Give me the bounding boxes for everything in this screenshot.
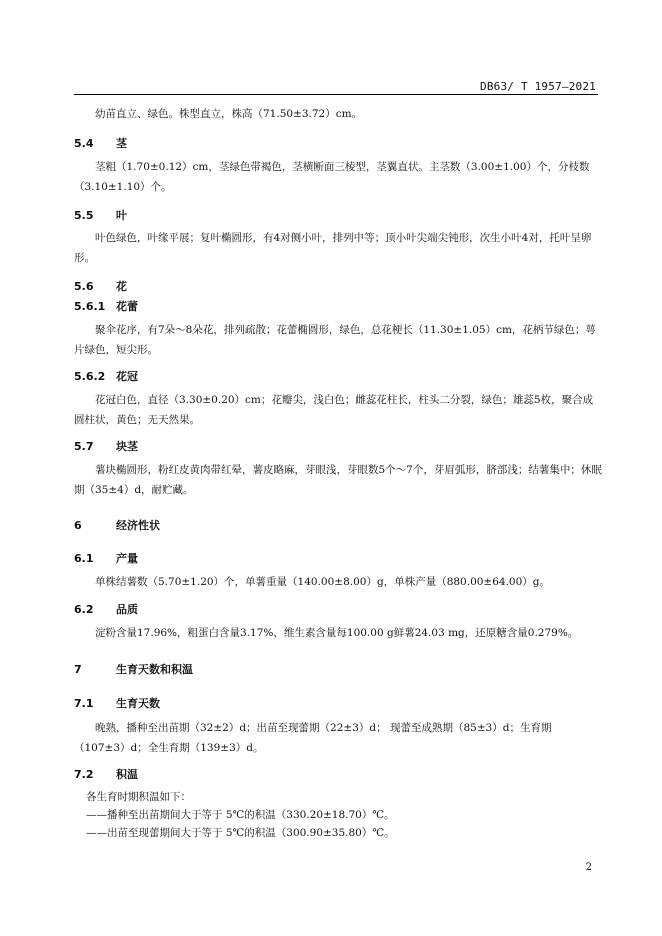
header-rule bbox=[74, 94, 598, 95]
heading-title: 生育天数和积温 bbox=[116, 663, 193, 676]
paragraph-corolla: 花冠白色，直径（3.30±0.20）cm；花瓣尖，浅白色；雌蕊花柱长，柱头二分裂，绿色；雄蕊5枚，聚合成圆柱状，黄色；无天然果。 bbox=[74, 394, 594, 426]
list-item-acc-temp-1: ——播种至出苗期间大于等于 5℃的积温（330.20±18.70）℃。 bbox=[86, 809, 395, 821]
heading-title: 叶 bbox=[116, 209, 127, 222]
heading-number: 5.5 bbox=[74, 209, 94, 222]
paragraph-stem: 茎粗（1.70±0.12）cm，茎绿色带褐色，茎横断面三棱型，茎翼直状。主茎数（3.00±1.00）个，分枝数（3.10±1.10）个。 bbox=[74, 161, 590, 193]
paragraph-accumulated-temp-intro: 各生育时期积温如下： bbox=[86, 791, 191, 803]
page-number: 2 bbox=[585, 862, 592, 873]
heading-number: 7 bbox=[74, 663, 82, 676]
heading-title: 积温 bbox=[116, 768, 138, 781]
heading-7 bbox=[74, 661, 193, 677]
heading-5-6-1 bbox=[74, 298, 138, 314]
heading-title: 茎 bbox=[116, 137, 127, 150]
heading-7-1 bbox=[74, 695, 160, 711]
heading-6-1 bbox=[74, 550, 138, 566]
paragraph-bud: 聚伞花序，有7朵～8朵花，排列疏散；花蕾椭圆形，绿色，总花梗长（11.30±1.05）cm，花柄节绿色；萼片绿色，短尖形。 bbox=[74, 324, 596, 356]
heading-number: 6.1 bbox=[74, 552, 94, 565]
heading-5-5 bbox=[74, 207, 127, 223]
heading-5-6 bbox=[74, 278, 127, 294]
heading-number: 5.4 bbox=[74, 137, 94, 150]
heading-title: 生育天数 bbox=[116, 697, 160, 710]
heading-number: 5.6.2 bbox=[74, 370, 106, 383]
heading-title: 花冠 bbox=[116, 370, 138, 383]
heading-5-6-2 bbox=[74, 368, 138, 384]
heading-number: 7.1 bbox=[74, 697, 94, 710]
list-item-acc-temp-2: ——出苗至现蕾期间大于等于 5℃的积温（300.90±35.80）℃。 bbox=[86, 827, 395, 839]
paragraph-growth-days: 晚熟，播种至出苗期（32±2）d；出苗至现蕾期（22±3）d； 现蕾至成熟期（85±3）d；生育期（107±3）d；全生育期（139±3）d。 bbox=[74, 722, 552, 754]
heading-number: 6 bbox=[74, 519, 82, 532]
heading-5-4 bbox=[74, 135, 127, 151]
heading-title: 花 bbox=[116, 280, 127, 293]
document-id: DB63/ T 1957—2021 bbox=[480, 80, 596, 93]
heading-number: 5.6 bbox=[74, 280, 94, 293]
paragraph-yield: 单株结薯数（5.70±1.20）个，单薯重量（140.00±8.00）g，单株产量（880.00±64.00）g。 bbox=[95, 576, 551, 588]
paragraph-leaf: 叶色绿色，叶缘平展；复叶椭圆形，有4对侧小叶，排列中等；顶小叶尖端尖钝形，次生小叶4对，托叶呈卵形。 bbox=[74, 232, 592, 264]
heading-title: 块茎 bbox=[116, 440, 138, 453]
heading-title: 品质 bbox=[116, 603, 138, 616]
heading-title: 产量 bbox=[116, 552, 138, 565]
heading-number: 6.2 bbox=[74, 603, 94, 616]
heading-title: 经济性状 bbox=[116, 519, 160, 532]
heading-6-2 bbox=[74, 601, 138, 617]
heading-number: 5.6.1 bbox=[74, 300, 106, 313]
heading-number: 7.2 bbox=[74, 768, 94, 781]
heading-title: 花蕾 bbox=[116, 300, 138, 313]
paragraph-tuber: 薯块椭圆形，粉红皮黄肉带红晕，薯皮略麻，芽眼浅，芽眼数5个～7个，芽眉弧形，脐部浅；结薯集中；休眠期（35±4）d，耐贮藏。 bbox=[74, 464, 602, 496]
heading-7-2 bbox=[74, 766, 138, 782]
heading-number: 5.7 bbox=[74, 440, 94, 453]
heading-6 bbox=[74, 517, 160, 533]
paragraph-quality: 淀粉含量17.96%，粗蛋白含量3.17%，维生素含量每100.00 g鲜薯24.03 mg，还原糖含量0.279%。 bbox=[95, 627, 579, 639]
heading-5-7 bbox=[74, 438, 138, 454]
paragraph-seedling: 幼苗直立、绿色。株型直立，株高（71.50±3.72）cm。 bbox=[95, 108, 363, 120]
